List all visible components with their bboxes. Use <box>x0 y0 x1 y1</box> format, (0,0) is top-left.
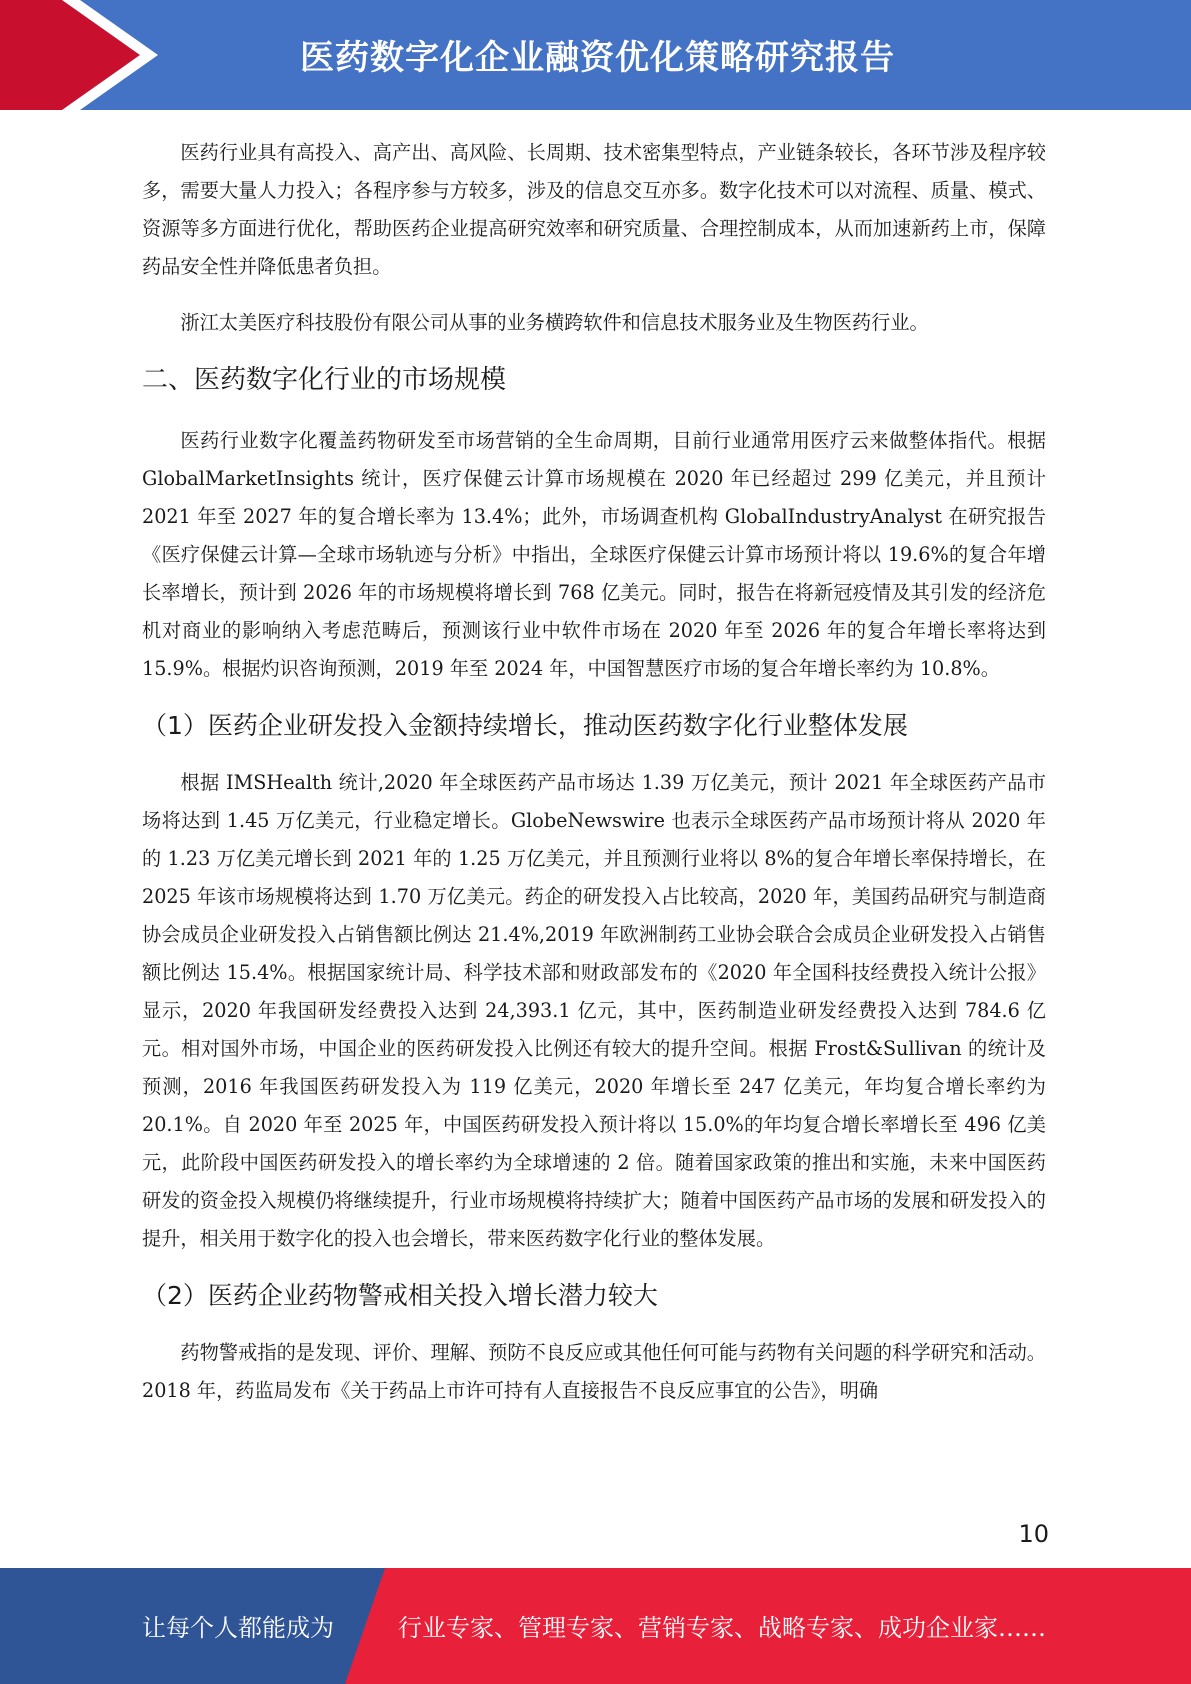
intro-paragraph-1: 医药行业具有高投入、高产出、高风险、长周期、技术密集型特点，产业链条较长，各环节涉及程序较多，需要大量人力投入；各程序参与方较多，涉及的信息交互亦多。数字化技术可以对流程、质量、模式、资源等多方面进行优化，帮助医药企业提高研究效率和研究质量、合理控制成本，从而加速新药上市，保障药品安全性并降低患者负担。 <box>142 141 1046 278</box>
footer-slogan-right: 行业专家、管理专家、营销专家、战略专家、成功企业家…… <box>398 1614 1046 1642</box>
footer-slogan-left: 让每个人都能成为 <box>142 1614 334 1642</box>
rd-investment-paragraph: 根据 IMSHealth 统计,2020 年全球医药产品市场达 1.39 万亿美元，预计 2021 年全球医药产品市场将达到 1.45 万亿美元，行业稳定增长。GlobeNewswire 也表示全球医药产品市场预计将从 2020 年的 1.23 万亿美元增长到 2021 年的 1.25 万亿美元，并且预测行业将以 8%的复合年增长率保持增长，在 2025 年该市场规模将达到 1.70 万亿美元。药企的研发投入占比较高，2020 年，美国药品研究与制造商协会成员企业研发投入占销售额比例达 21.4%,2019 年欧洲制药工业协会联合会成员企业研发投入占销售额比例达 15.4%。根据国家统计局、科学技术部和财政部发布的《2020 年全国科技经费投入统计公报》显示，2020 年我国研发经费投入达到 24,393.1 亿元，其中，医药制造业研发经费投入达到 784.6 亿元。相对国外市场，中国企业的医药研发投入比例还有较大的提升空间。根据 Frost&Sullivan 的统计及预测，2016 年我国医药研发投入为 119 亿美元，2020 年增长至 247 亿美元，年均复合增长率约为 20.1%。自 2020 年至 2025 年，中国医药研发投入预计将以 15.0%的年均复合增长率增长至 496 亿美元，此阶段中国医药研发投入的增长率约为全球增速的 2 倍。随着国家政策的推出和实施，未来中国医药研发的资金投入规模仍将继续提升，行业市场规模将持续扩大；随着中国医药产品市场的发展和研发投入的提升，相关用于数字化的投入也会增长，带来医药数字化行业的整体发展。 <box>142 771 1046 1250</box>
intro-paragraph-2: 浙江太美医疗科技股份有限公司从事的业务横跨软件和信息技术服务业及生物医药行业。 <box>180 311 929 334</box>
page-number: 10 <box>1018 1520 1049 1548</box>
subsection-heading-rd-investment: （1）医药企业研发投入金额持续增长，推动医药数字化行业整体发展 <box>142 711 908 740</box>
main-content <box>142 134 1046 1428</box>
pharmacovigilance-paragraph: 药物警戒指的是发现、评价、理解、预防不良反应或其他任何可能与药物有关问题的科学研究和活动。2018 年，药监局发布《关于药品上市许可持有人直接报告不良反应事宜的公告》，明确 <box>142 1341 1046 1402</box>
page-header <box>0 0 1191 110</box>
subsection-heading-pharmacovigilance: （2）医药企业药物警戒相关投入增长潜力较大 <box>142 1281 658 1310</box>
report-title: 医药数字化企业融资优化策略研究报告 <box>300 38 895 78</box>
market-size-paragraph: 医药行业数字化覆盖药物研发至市场营销的全生命周期，目前行业通常用医疗云来做整体指代。根据 GlobalMarketInsights 统计，医疗保健云计算市场规模在 2020 年已经超过 299 亿美元，并且预计 2021 年至 2027 年的复合增长率为 13.4%；此外，市场调查机构 GlobalIndustryAnalyst 在研究报告《医疗保健云计算—全球市场轨迹与分析》中指出，全球医疗保健云计算市场预计将以 19.6%的复合年增长率增长，预计到 2026 年的市场规模将增长到 768 亿美元。同时，报告在将新冠疫情及其引发的经济危机对商业的影响纳入考虑范畴后，预测该行业中软件市场在 2020 年至 2026 年的复合年增长率将达到 15.9%。根据灼识咨询预测，2019 年至 2024 年，中国智慧医疗市场的复合年增长率约为 10.8%。 <box>142 429 1046 680</box>
section-heading-market-size: 二、医药数字化行业的市场规模 <box>142 365 507 395</box>
page-footer <box>0 1568 1191 1684</box>
